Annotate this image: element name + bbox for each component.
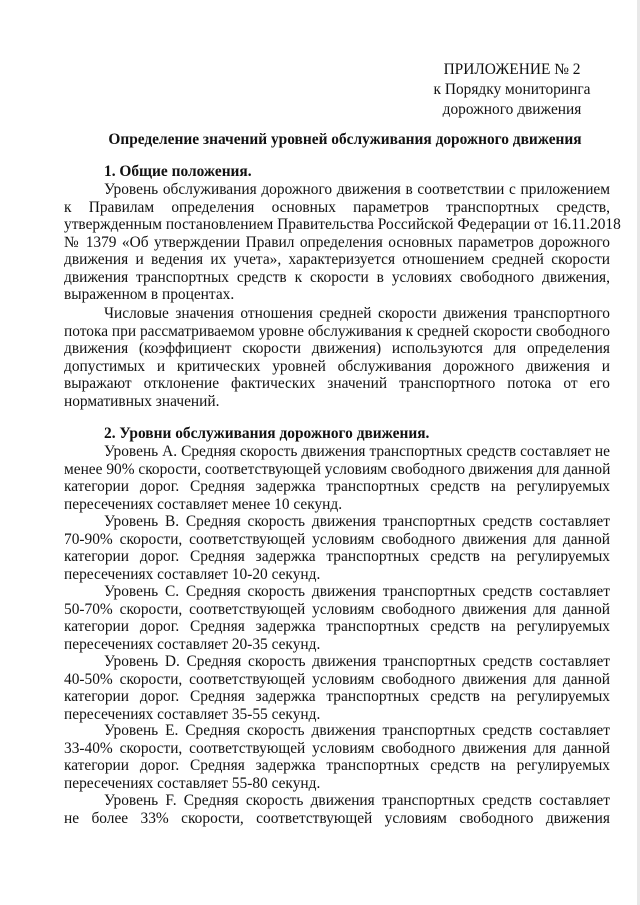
text-line: допустимых и критических уровней обслуживания дорожного движения и (64, 357, 610, 375)
text-line: 70-90% скорости, соответствующей условиям свободного движения для данной (64, 530, 610, 548)
text-line: Уровень В. Средняя скорость движения транспортных средств составляет (104, 513, 610, 530)
appendix-header (412, 60, 612, 120)
text-line: Уровень С. Средняя скорость движения транспортных средств составляет (104, 583, 610, 600)
section-2-heading: 2. Уровни обслуживания дорожного движения. (104, 425, 430, 442)
text-line: категории дорог. Средняя задержка транспортных средств на регулируемых (64, 757, 610, 774)
level-c-paragraph (64, 583, 610, 653)
text-line: движения и ведения их учета», характеризуется отношением средней скорости (64, 251, 610, 268)
text-line: Уровень А. Средняя скорость движения транспортных средств составляет не (104, 443, 610, 460)
text-line: Уровень Е. Средняя скорость движения транспортных средств составляет (104, 722, 610, 739)
section-1-paragraph (64, 181, 621, 304)
text-line: 33-40% скорости, соответствующей условиям свободного движения для данной (64, 739, 610, 757)
text-line: Уровень F. Средняя скорость движения транспортных средств составляет (104, 792, 610, 809)
text-line: Уровень D. Средняя скорость движения транспортных средств составляет (104, 653, 610, 670)
text-line: нормативных значений. (64, 392, 220, 410)
text-line: категории дорог. Средняя задержка транспортных средств на регулируемых (64, 548, 610, 565)
text-line: категории дорог. Средняя задержка транспортных средств на регулируемых (64, 618, 610, 635)
level-d-paragraph (64, 653, 610, 723)
text-line: пересечениях составляет 20-35 секунд. (64, 635, 321, 653)
text-line: 50-70% скорости, соответствующей условиям свободного движения для данной (64, 600, 610, 618)
level-b-paragraph (64, 513, 610, 583)
level-e-paragraph (64, 722, 610, 792)
text-line: № 1379 «Об утверждении Правил определения основных параметров дорожного (64, 233, 610, 251)
text-line: выражают отклонение фактических значений транспортного потока от его (64, 375, 610, 392)
text-line: категории дорог. Средняя задержка транспортных средств на регулируемых (64, 478, 610, 495)
section-1-paragraph (64, 305, 610, 410)
text-line: пересечениях составляет 55-80 секунд. (64, 774, 321, 792)
text-line: потока при рассматриваемом уровне обслуживания к средней скорости свободного (64, 322, 610, 340)
text-line: выраженном в процентах. (64, 286, 235, 303)
text-line: менее 90% скорости, соответствующей условиям свободного движения для данной (64, 460, 611, 478)
section-1-heading: 1. Общие положения. (104, 163, 252, 180)
appendix-number: ПРИЛОЖЕНИЕ № 2 (443, 61, 581, 78)
text-line: пересечениях составляет 10-20 секунд. (64, 565, 321, 583)
text-line: движения транспортных средств к скорости в условиях свободного движения, (64, 268, 610, 286)
text-line: Числовые значения отношения средней скорости движения транспортного (104, 305, 610, 322)
text-line: движения (коэффициент скорости движения) используются для определения (64, 340, 610, 357)
level-a-paragraph (64, 443, 610, 513)
appendix-subtitle-line: к Порядку мониторинга (433, 81, 591, 98)
text-line: пересечениях составляет 35-55 секунд. (64, 705, 321, 723)
document-title: Определение значений уровней обслуживания дорожного движения (108, 131, 582, 148)
text-line: не более 33% скорости, соответствующей условиям свободного движения (64, 809, 610, 827)
text-line: утвержденным постановлением Правительства Российской Федерации от 16.11.2018 (64, 216, 621, 233)
text-line: к Правилам определения основных параметров транспортных средств, (64, 198, 610, 216)
level-f-paragraph (64, 792, 610, 827)
text-line: Уровень обслуживания дорожного движения в соответствии с приложением (104, 181, 610, 198)
text-line: категории дорог. Средняя задержка транспортных средств на регулируемых (64, 688, 610, 705)
text-line: 40-50% скорости, соответствующей условиям свободного движения для данной (64, 670, 610, 688)
appendix-subtitle-line: дорожного движения (442, 101, 582, 118)
text-line: пересечениях составляет менее 10 секунд. (64, 495, 343, 513)
